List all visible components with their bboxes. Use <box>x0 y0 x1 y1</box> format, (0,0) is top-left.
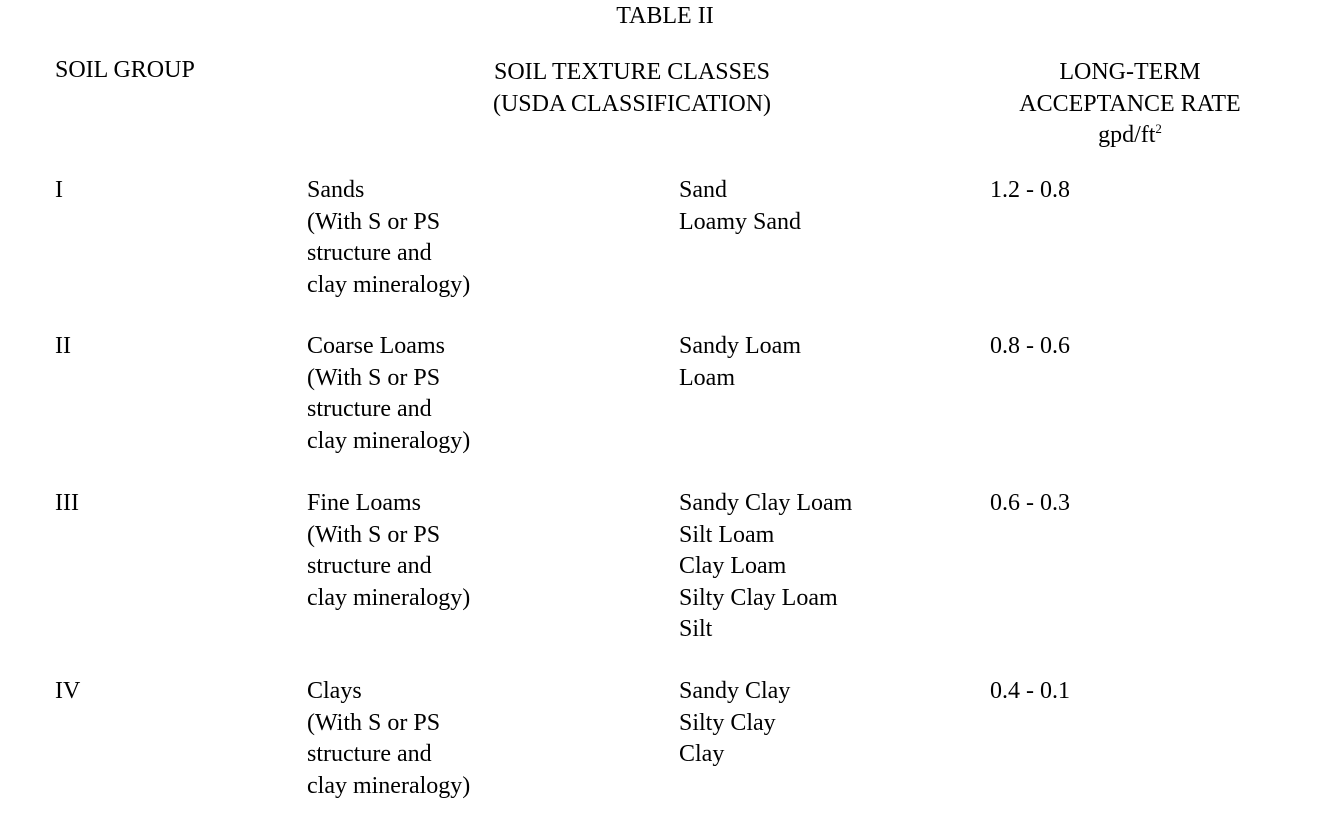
row-soil-class <box>307 676 470 802</box>
class-line: structure and <box>307 741 432 767</box>
texture-item: Sandy Clay <box>679 678 791 704</box>
group-numeral: IV <box>55 678 81 704</box>
table-title: TABLE II <box>616 3 714 29</box>
row-soil-class <box>307 175 470 301</box>
header-rate-unit <box>930 120 1330 152</box>
texture-item: Silt Loam <box>679 521 775 548</box>
rate-value: 0.8 - 0.6 <box>990 333 1070 359</box>
texture-item: Silty Clay Loam <box>679 584 838 611</box>
row-rate <box>990 331 1070 363</box>
class-line: Sands <box>307 177 365 203</box>
row-group-label <box>55 175 63 207</box>
header-texture-line2: (USDA CLASSIFICATION) <box>492 90 772 117</box>
header-acceptance-rate <box>930 57 1330 152</box>
class-line: structure and <box>307 240 432 266</box>
row-textures <box>679 331 801 394</box>
rate-unit-exponent: 2 <box>1155 121 1162 136</box>
class-line: Coarse Loams <box>307 333 445 359</box>
rate-value: 0.4 - 0.1 <box>990 678 1070 704</box>
class-line: (With S or PS <box>307 364 441 391</box>
header-rate-line1: LONG-TERM <box>1059 59 1201 85</box>
row-textures <box>679 175 801 238</box>
texture-item: Loamy Sand <box>679 208 801 235</box>
header-soil-group: SOIL GROUP <box>55 57 195 83</box>
row-textures <box>679 676 790 771</box>
row-group-label <box>55 676 80 708</box>
row-rate <box>990 488 1070 520</box>
texture-item: Silt <box>679 616 713 642</box>
class-line: Fine Loams <box>307 490 421 516</box>
group-numeral: I <box>55 177 63 203</box>
class-line: clay mineralogy) <box>307 772 471 799</box>
texture-item: Clay Loam <box>679 553 787 579</box>
texture-item: Sandy Loam <box>679 333 801 359</box>
row-rate <box>990 676 1070 708</box>
row-soil-class <box>307 488 470 614</box>
group-numeral: III <box>55 490 79 516</box>
row-group-label <box>55 331 71 363</box>
class-line: (With S or PS <box>307 709 441 736</box>
class-line: clay mineralogy) <box>307 427 471 454</box>
class-line: clay mineralogy) <box>307 584 471 611</box>
texture-item: Loam <box>679 364 735 391</box>
texture-item: Sandy Clay Loam <box>679 490 853 516</box>
rate-value: 1.2 - 0.8 <box>990 177 1070 203</box>
header-rate-line2: ACCEPTANCE RATE <box>1019 90 1241 117</box>
class-line: Clays <box>307 678 362 704</box>
class-line: structure and <box>307 553 432 579</box>
rate-value: 0.6 - 0.3 <box>990 490 1070 516</box>
class-line: structure and <box>307 396 432 422</box>
class-line: clay mineralogy) <box>307 271 471 298</box>
texture-item: Clay <box>679 741 725 767</box>
row-rate <box>990 175 1070 207</box>
texture-item: Silty Clay <box>679 709 776 736</box>
class-line: (With S or PS <box>307 208 441 235</box>
row-textures <box>679 488 852 646</box>
group-numeral: II <box>55 333 71 359</box>
row-group-label <box>55 488 79 520</box>
texture-item: Sand <box>679 177 727 203</box>
class-line: (With S or PS <box>307 521 441 548</box>
header-texture-line1: SOIL TEXTURE CLASSES <box>493 59 771 85</box>
row-soil-class <box>307 331 470 457</box>
rate-unit-text: gpd/ft <box>1098 122 1156 148</box>
